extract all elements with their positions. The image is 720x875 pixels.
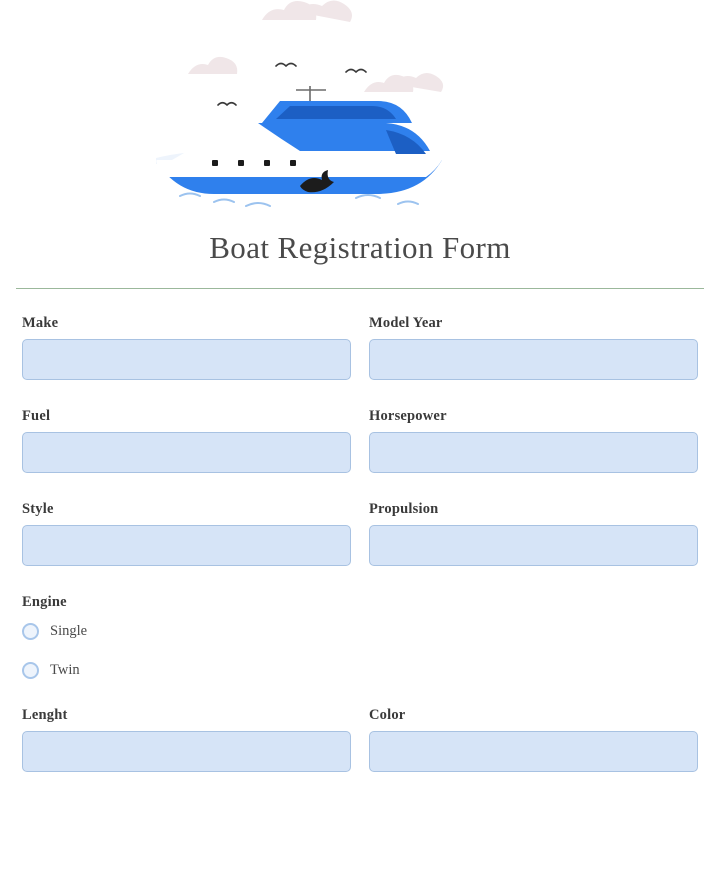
form-row-style-propulsion — [22, 501, 698, 588]
label-propulsion: Propulsion — [369, 501, 439, 517]
form-body — [0, 289, 720, 794]
radio-circle-icon[interactable] — [22, 662, 39, 679]
field-propulsion — [369, 501, 698, 588]
color-input[interactable] — [369, 731, 698, 772]
field-color — [369, 707, 698, 794]
engine-option-single[interactable] — [22, 623, 351, 640]
form-row-fuel-horsepower — [22, 408, 698, 495]
form-row-engine — [22, 594, 698, 701]
field-fuel — [22, 408, 351, 495]
motor-yacht-illustration — [150, 0, 570, 222]
field-engine — [22, 594, 351, 701]
horsepower-input[interactable] — [369, 432, 698, 473]
label-style: Style — [22, 501, 54, 517]
label-make: Make — [22, 315, 59, 331]
engine-option-twin[interactable] — [22, 662, 351, 679]
page-title: Boat Registration Form — [209, 230, 511, 265]
field-style — [22, 501, 351, 588]
label-horsepower: Horsepower — [369, 408, 447, 424]
field-horsepower — [369, 408, 698, 495]
radio-circle-icon[interactable] — [22, 623, 39, 640]
field-lenght — [22, 707, 351, 794]
field-make — [22, 315, 351, 402]
model-year-input[interactable] — [369, 339, 698, 380]
fuel-input[interactable] — [22, 432, 351, 473]
label-model-year: Model Year — [369, 315, 443, 331]
engine-option-single-label: Single — [50, 623, 88, 639]
style-input[interactable] — [22, 525, 351, 566]
label-fuel: Fuel — [22, 408, 51, 424]
label-color: Color — [369, 707, 406, 723]
label-engine: Engine — [22, 594, 67, 610]
lenght-input[interactable] — [22, 731, 351, 772]
form-row-lenght-color — [22, 707, 698, 794]
label-lenght: Lenght — [22, 707, 68, 723]
engine-option-twin-label: Twin — [50, 662, 80, 678]
field-model-year — [369, 315, 698, 402]
propulsion-input[interactable] — [369, 525, 698, 566]
make-input[interactable] — [22, 339, 351, 380]
form-row-make-modelyear — [22, 315, 698, 402]
engine-radio-group — [22, 623, 351, 679]
header-illustration — [0, 0, 720, 222]
